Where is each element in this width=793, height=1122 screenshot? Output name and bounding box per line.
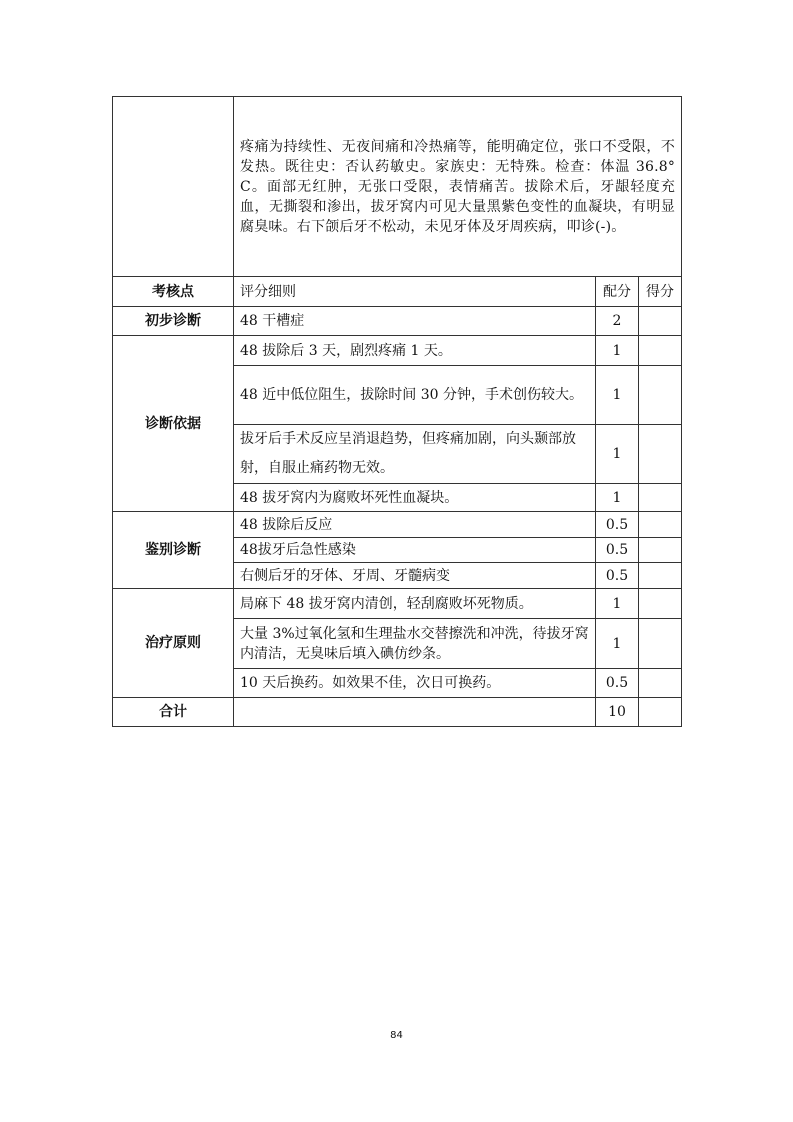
item-text: 大量 3%过氧化氢和生理盐水交替擦洗和冲洗，待拔牙窝内清洁，无臭味后填入碘仿纱条。	[234, 619, 596, 669]
item-score: 0.5	[596, 512, 639, 538]
item-got	[639, 619, 682, 669]
item-got	[639, 336, 682, 366]
item-got	[639, 563, 682, 589]
item-score: 0.5	[596, 669, 639, 698]
header-point: 考核点	[113, 277, 234, 307]
item-text: 48 拔除后 3 天，剧烈疼痛 1 天。	[234, 336, 596, 366]
item-text: 右侧后牙的牙体、牙周、牙髓病变	[234, 563, 596, 589]
scoring-table	[112, 96, 682, 727]
item-score: 2	[596, 307, 639, 336]
item-score: 1	[596, 619, 639, 669]
item-text: 局麻下 48 拔牙窝内清创，轻刮腐败坏死物质。	[234, 589, 596, 619]
section-label-treatment: 治疗原则	[113, 589, 234, 698]
item-score: 1	[596, 336, 639, 366]
item-got	[639, 538, 682, 563]
item-score: 0.5	[596, 538, 639, 563]
item-text: 10 天后换药。如效果不佳，次日可换药。	[234, 669, 596, 698]
header-detail: 评分细则	[234, 277, 596, 307]
header-got: 得分	[639, 277, 682, 307]
case-row	[113, 97, 682, 277]
header-row	[113, 277, 682, 307]
item-got	[639, 366, 682, 425]
item-got	[639, 669, 682, 698]
total-score: 10	[596, 698, 639, 727]
section-label-prelim: 初步诊断	[113, 307, 234, 336]
item-score: 1	[596, 425, 639, 484]
item-got	[639, 425, 682, 484]
section-label-basis: 诊断依据	[113, 336, 234, 512]
item-got	[639, 307, 682, 336]
item-text: 48拔牙后急性感染	[234, 538, 596, 563]
section-label-differential: 鉴别诊断	[113, 512, 234, 589]
item-text: 48 拔除后反应	[234, 512, 596, 538]
header-score: 配分	[596, 277, 639, 307]
item-got	[639, 512, 682, 538]
item-score: 1	[596, 484, 639, 512]
item-score: 1	[596, 589, 639, 619]
table-row	[113, 336, 682, 366]
table-row	[113, 307, 682, 336]
total-label: 合计	[113, 698, 234, 727]
item-text: 48 干槽症	[234, 307, 596, 336]
case-description: 疼痛为持续性、无夜间痛和冷热痛等，能明确定位，张口不受限，不发热。既往史：否认药敏史。家族史：无特殊。检查：体温 36.8° C。面部无红肿，无张口受限，表情痛苦。拔除术后，牙龈轻度充血，无撕裂和渗出，拔牙窝内可见大量黑紫色变性的血凝块，有明显腐臭味。右下颌后牙不松动，未见牙体及牙周疾病，叩诊(-)。	[234, 97, 682, 277]
item-score: 1	[596, 366, 639, 425]
item-got	[639, 589, 682, 619]
table-row	[113, 512, 682, 538]
item-got	[639, 484, 682, 512]
case-blank-cell	[113, 97, 234, 277]
item-text: 48 拔牙窝内为腐败坏死性血凝块。	[234, 484, 596, 512]
total-blank	[234, 698, 596, 727]
total-got	[639, 698, 682, 727]
page-number: 84	[390, 1030, 403, 1041]
table-row	[113, 589, 682, 619]
item-score: 0.5	[596, 563, 639, 589]
total-row	[113, 698, 682, 727]
item-text: 48 近中低位阻生，拔除时间 30 分钟，手术创伤较大。	[234, 366, 596, 425]
item-text: 拔牙后手术反应呈消退趋势，但疼痛加剧，向头颞部放射，自服止痛药物无效。	[234, 425, 596, 484]
